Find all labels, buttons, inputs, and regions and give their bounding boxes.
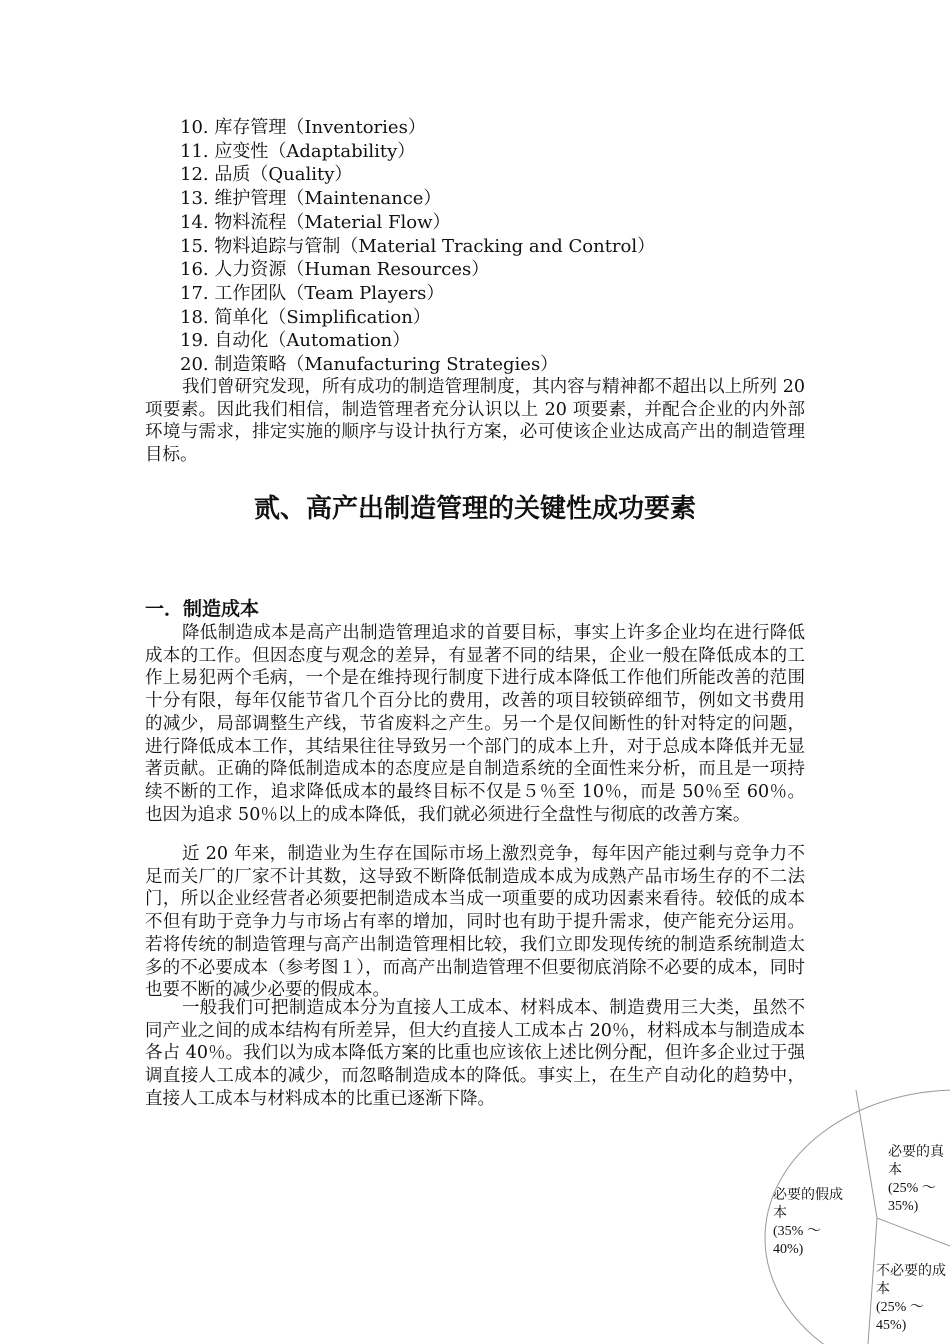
body-paragraph-3: 一般我们可把制造成本分为直接人工成本、材料成本、制造费用三大类，虽然不同产业之间的成本结构有所差异，但大约直接人工成本占 20％，材料成本与制造成本各占 40％。我们以为成本降低方案的比重也应该依上述比例分配，但许多企业过于强调直接人工成本的减少，而忽略制造成本的降低。事实上，在生产自动化的趋势中，直接人工成本与材料成本的比重已逐渐下降。: [145, 998, 805, 1109]
list-item-number: 20.: [180, 354, 209, 376]
list-item-text: 库存管理（Inventories）: [214, 117, 426, 138]
pie-divider-right: [877, 1218, 950, 1246]
list-item-number: 11.: [180, 140, 209, 162]
list-item-text: 工作团队（Team Players）: [214, 282, 445, 304]
requirement-list: [180, 116, 655, 377]
list-item: [180, 163, 655, 187]
slice-range: (25% ～: [888, 1181, 936, 1196]
list-item-number: 10.: [180, 117, 209, 138]
list-item-text: 自动化（Automation）: [214, 330, 411, 352]
list-item-text: 制造策略（Manufacturing Strategies）: [214, 354, 559, 376]
list-item-text: 应变性（Adaptability）: [214, 140, 416, 162]
body-paragraph-1: 降低制造成本是高产出制造管理追求的首要目标，事实上许多企业均在进行降低成本的工作。但因态度与观念的差异，有显著不同的结果，企业一般在降低成本的工作上易犯两个毛病，一个是在维持现行制度下进行成本降低工作他们所能改善的范围十分有限，每年仅能节省几个百分比的费用，改善的项目较锁碎细节，例如文书费用的减少，局部调整生产线，节省废料之产生。另一个是仅间断性的针对特定的问题，进行降低成本工作，其结果往往导致另一个部门的成本上升，对于总成本降低并无显著贡献。正确的降低制造成本的态度应是自制造系统的全面性来分析，而且是一项持续不断的工作，追求降低成本的最终目标不仅是５％至 10％，而是 50％至 60％。也因为追求 50％以上的成本降低，我们就必须进行全盘性与彻底的改善方案。: [145, 623, 805, 825]
intro-paragraph: 我们曾研究发现，所有成功的制造管理制度，其内容与精神都不超出以上所列 20 项要素。因此我们相信，制造管理者充分认识以上 20 项要素，并配合企业的内外部环境与需求，排定实施的顺序与设计执行方案，必可使该企业达成高产出的制造管理目标。: [145, 377, 805, 466]
list-item: [180, 211, 655, 235]
slice-label-line: 本: [888, 1163, 902, 1178]
slice-range: (35% ～: [773, 1224, 821, 1239]
slice-label-line: 不必要的成: [876, 1264, 946, 1279]
list-item-text: 物料流程（Material Flow）: [214, 211, 451, 233]
list-item-text: 维护管理（Maintenance）: [214, 188, 442, 210]
slice-range: (25% ～: [876, 1300, 924, 1315]
list-item: [180, 329, 655, 353]
list-item-number: 12.: [180, 164, 209, 186]
slice-label-line: 必要的真: [888, 1145, 944, 1160]
list-item-text: 品质（Quality）: [214, 164, 353, 186]
list-item: [180, 140, 655, 164]
list-item: [180, 353, 655, 377]
list-item: [180, 116, 655, 140]
slice-label-line: 本: [876, 1282, 890, 1297]
list-item-text: 人力资源（Human Resources）: [214, 259, 490, 281]
list-item-number: 18.: [180, 306, 209, 328]
pie-slice-label-real: [888, 1144, 944, 1216]
list-item-number: 14.: [180, 211, 209, 233]
list-item: [180, 235, 655, 259]
list-item-number: 16.: [180, 259, 209, 281]
subsection-heading: 一．制造成本: [145, 598, 260, 620]
cost-pie-chart: [760, 1088, 950, 1344]
slice-label-line: 必要的假成: [773, 1188, 843, 1203]
list-item-number: 15.: [180, 235, 209, 257]
pie-slice-label-fake: [773, 1187, 843, 1259]
list-item: [180, 258, 655, 282]
pie-slice-label-unnecessary: [876, 1263, 946, 1335]
slice-range: 35%): [888, 1199, 919, 1214]
list-item: [180, 187, 655, 211]
list-item-number: 17.: [180, 282, 209, 304]
body-paragraph-2: 近 20 年来，制造业为生存在国际市场上激烈竞争，每年因产能过剩与竞争力不足而关厂的厂家不计其数，这导致不断降低制造成本成为成熟产品市场生存的不二法门，所以企业经营者必须要把制造成本当成一项重要的成功因素来看待。较低的成本不但有助于竞争力与市场占有率的增加，同时也有助于提升需求，使产能充分运用。若将传统的制造管理与高产出制造管理相比较，我们立即发现传统的制造系统制造太多的不必要成本（参考图１），而高产出制造管理不但要彻底消除不必要的成本，同时也要不断的减少必要的假成本。: [145, 844, 805, 1001]
list-item: [180, 282, 655, 306]
pie-divider-top: [856, 1090, 877, 1218]
list-item-number: 13.: [180, 188, 209, 210]
slice-label-line: 本: [773, 1206, 787, 1221]
slice-range: 45%): [876, 1318, 907, 1333]
list-item-number: 19.: [180, 330, 209, 352]
list-item: [180, 306, 655, 330]
section-heading: 贰、高产出制造管理的关键性成功要素: [253, 494, 696, 524]
list-item-text: 简单化（Simplification）: [214, 306, 431, 328]
list-item-text: 物料追踪与管制（Material Tracking and Control）: [214, 235, 656, 257]
slice-range: 40%): [773, 1242, 804, 1257]
